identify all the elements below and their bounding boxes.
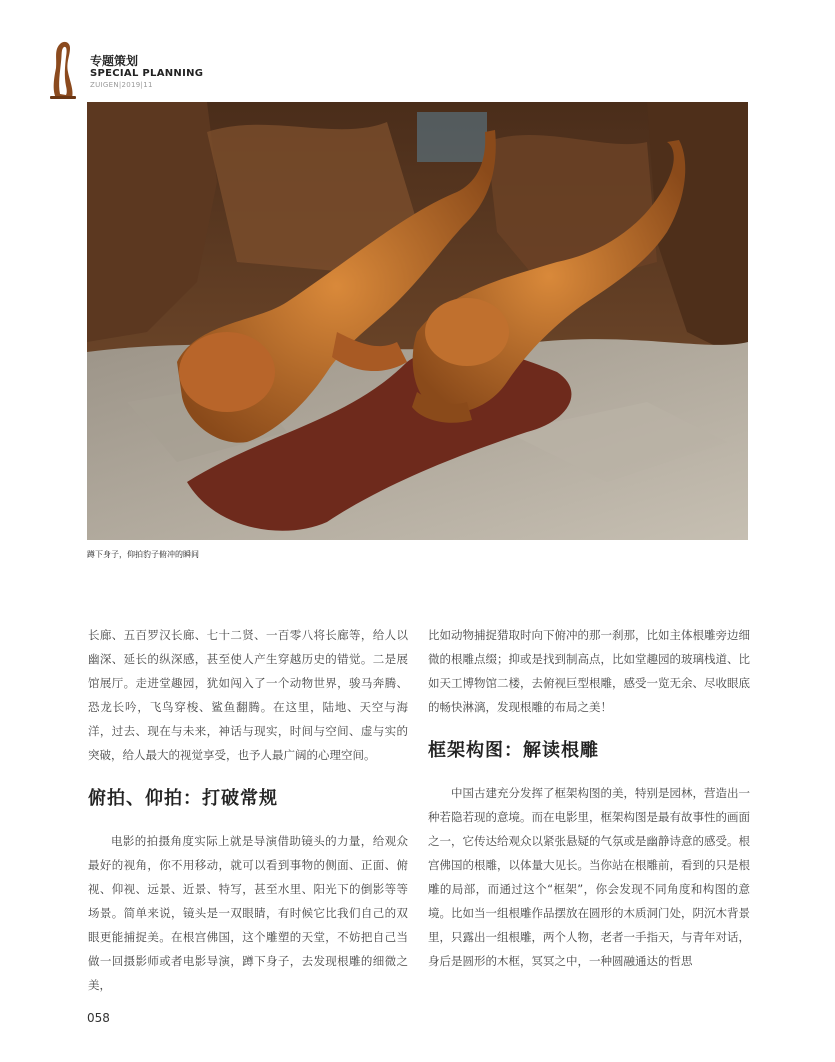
photo-caption: 蹲下身子，仰拍豹子俯冲的瞬间 bbox=[87, 550, 199, 559]
root-carving-logo-icon bbox=[48, 40, 78, 100]
issue-label: ZUIGEN|2019|11 bbox=[90, 81, 153, 89]
left-paragraph-2: 电影的拍摄角度实际上就是导演借助镜头的力量，给观众最好的视角，你不用移动，就可以看到事物的侧面、正面、俯视、仰视、远景、近景、特写，甚至水里、阳光下的倒影等等场景。简单来说，镜头是一双眼睛，有时候它比我们自己的双眼更能捕捉美。在根宫佛国，这个雕塑的天堂，不妨把自己当做一回摄影师或者电影导演，蹲下身子，去发现根雕的细微之美， bbox=[88, 834, 408, 992]
left-paragraph-1: 长廊、五百罗汉长廊、七十二贤、一百零八将长廊等，给人以幽深、延长的纵深感，甚至使人产生穿越历史的错觉。二是展馆展厅。走进堂趣园，犹如闯入了一个动物世界，骏马奔腾、恐龙长吟，飞鸟穿梭、鲨鱼翻腾。在这里，陆地、天空与海洋，过去、现在与未来，神话与现实，时间与空间、虚与实的突破，给人最大的视觉享受，也予人最广阔的心理空间。 bbox=[88, 628, 408, 762]
section-title-cn: 专题策划 bbox=[90, 54, 139, 68]
section-heading-frame: 框架构图：解读根雕 bbox=[428, 740, 599, 761]
section-heading-angle: 俯拍、仰拍：打破常规 bbox=[88, 788, 278, 809]
page-number: 058 bbox=[87, 1011, 110, 1025]
right-column bbox=[428, 623, 750, 973]
left-column bbox=[88, 623, 408, 997]
right-paragraph-1: 比如动物捕捉猎取时向下俯冲的那一刹那，比如主体根雕旁边细微的根雕点缀；抑或是找到制高点，比如堂趣园的玻璃栈道、比如天工博物馆二楼，去俯视巨型根雕，感受一览无余、尽收眼底的畅快淋漓，发现根雕的布局之美！ bbox=[428, 628, 750, 714]
leopard-sculpture-photo bbox=[87, 102, 748, 540]
right-paragraph-2: 中国古建充分发挥了框架构图的美，特别是园林，营造出一种若隐若现的意境。而在电影里，框架构图是最有故事性的画面之一，它传达给观众以紧张悬疑的气氛或是幽静诗意的感受。根宫佛国的根雕，以体量大见长。当你站在根雕前，看到的只是根雕的局部，而通过这个“框架”，你会发现不同角度和构图的意境。比如当一组根雕作品摆放在圆形的木质洞门处，阴沉木背景里，只露出一组根雕，两个人物，老者一手指天，与青年对话，身后是圆形的木框，冥冥之中，一种圆融通达的哲思 bbox=[428, 786, 750, 968]
section-title-en: SPECIAL PLANNING bbox=[90, 68, 204, 79]
